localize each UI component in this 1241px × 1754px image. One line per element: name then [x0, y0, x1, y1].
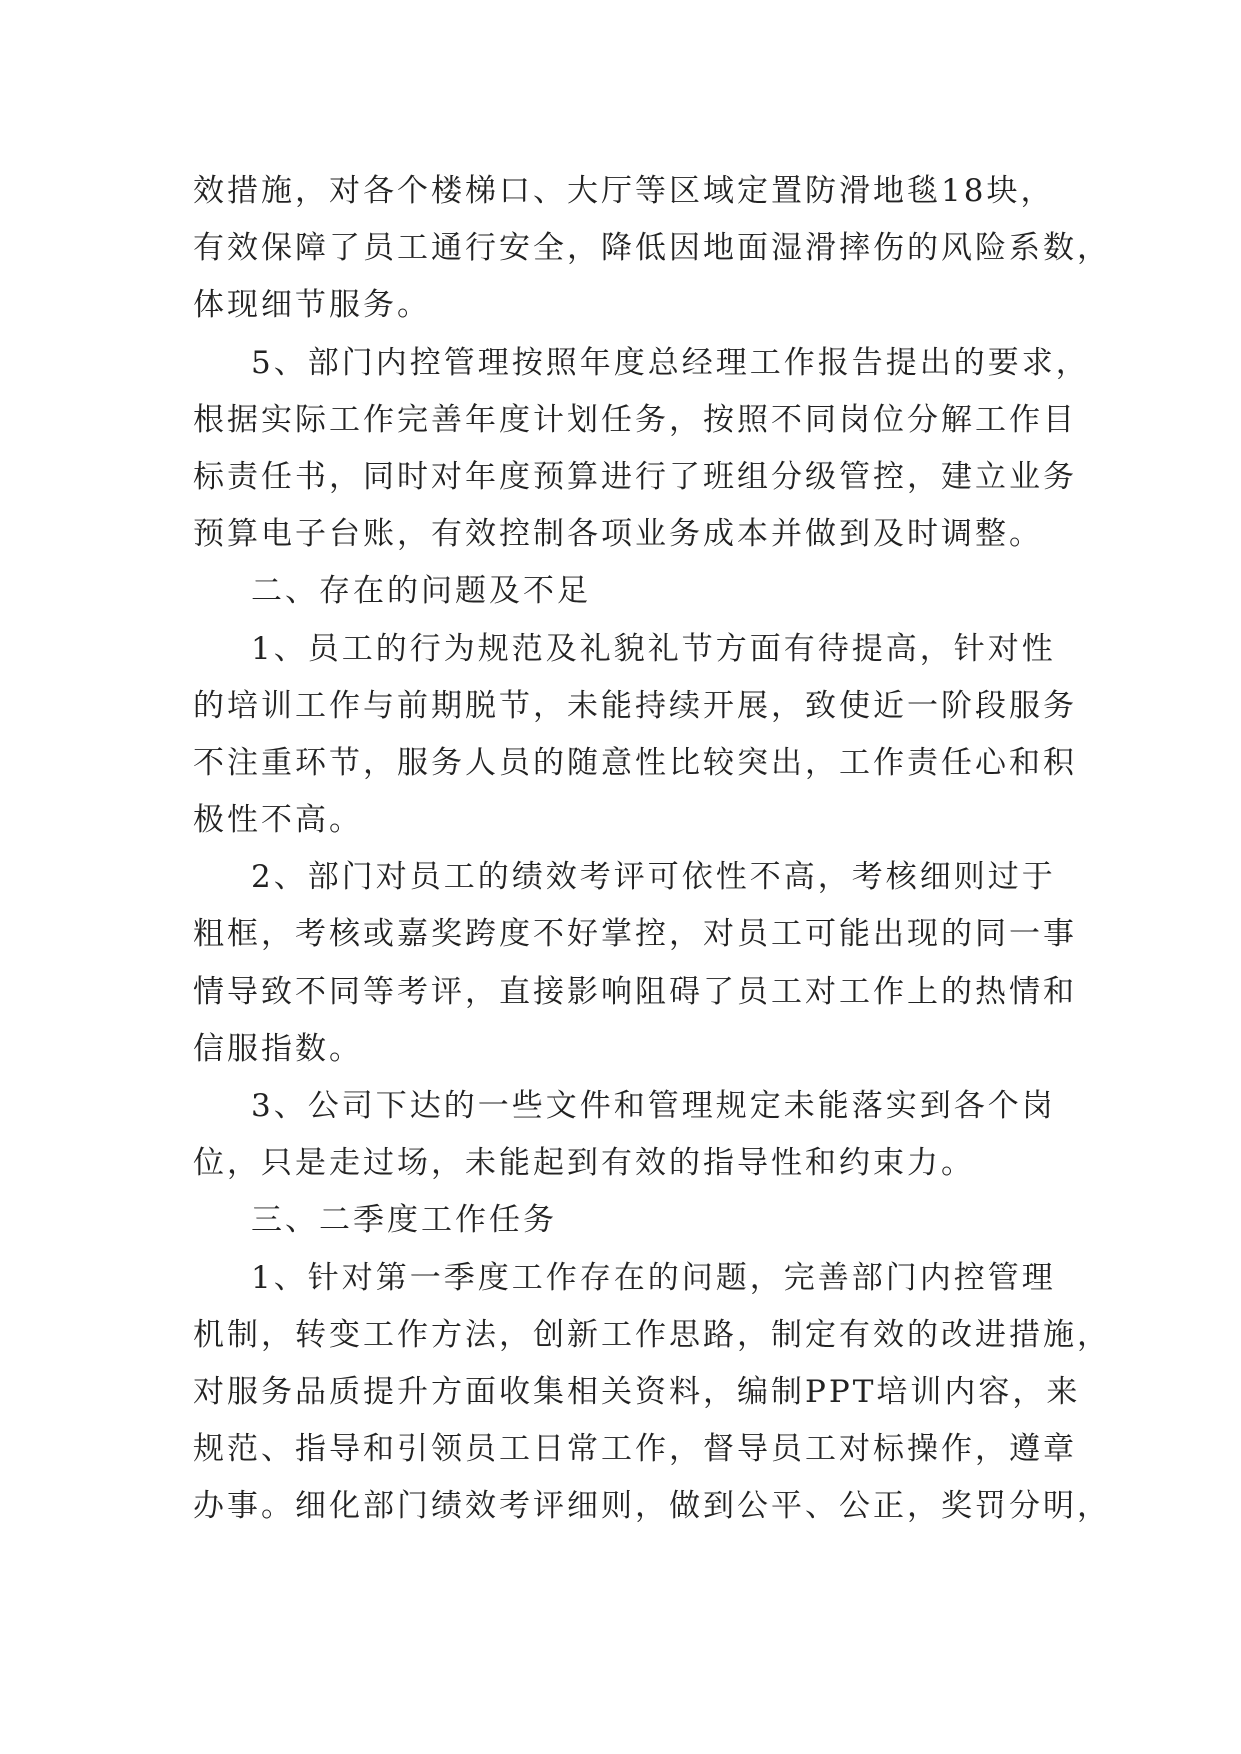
paragraph-line: 规范、指导和引领员工日常工作，督导员工对标操作，遵章 [193, 1431, 1077, 1468]
paragraph-line: 粗框，考核或嘉奖跨度不好掌控，对员工可能出现的同一事 [193, 916, 1077, 953]
paragraph-first-line: 2、部门对员工的绩效考评可依性不高，考核细则过于 [251, 859, 1056, 896]
paragraph-first-line: 二、存在的问题及不足 [251, 573, 591, 610]
paragraph-line: 标责任书，同时对年度预算进行了班组分级管控，建立业务 [193, 458, 1077, 495]
paragraph-line: 对服务品质提升方面收集相关资料，编制PPT培训内容，来 [193, 1373, 1081, 1410]
paragraph-line: 位，只是走过场，未能起到有效的指导性和约束力。 [193, 1145, 975, 1182]
paragraph-line: 根据实际工作完善年度计划任务，按照不同岗位分解工作目 [193, 401, 1077, 438]
paragraph-line: 效措施，对各个楼梯口、大厅等区域定置防滑地毯18块， [193, 173, 1055, 209]
paragraph-line: 预算电子台账，有效控制各项业务成本并做到及时调整。 [193, 516, 1043, 553]
paragraph-line: 情导致不同等考评，直接影响阻碍了员工对工作上的热情和 [193, 973, 1077, 1010]
paragraph-line: 办事。细化部门绩效考评细则，做到公平、公正，奖罚分明， [193, 1488, 1111, 1525]
paragraph-line: 信服指数。 [193, 1030, 363, 1067]
paragraph-line: 的培训工作与前期脱节，未能持续开展，致使近一阶段服务 [193, 687, 1077, 724]
paragraph-first-line: 5、部门内控管理按照年度总经理工作报告提出的要求， [251, 344, 1090, 381]
paragraph-line: 有效保障了员工通行安全，降低因地面湿滑摔伤的风险系数， [193, 230, 1111, 267]
paragraph-line: 极性不高。 [193, 802, 363, 839]
paragraph-first-line: 1、员工的行为规范及礼貌礼节方面有待提高，针对性 [251, 630, 1056, 667]
paragraph-first-line: 3、公司下达的一些文件和管理规定未能落实到各个岗 [251, 1088, 1056, 1124]
paragraph-first-line: 三、二季度工作任务 [251, 1202, 557, 1239]
paragraph-line: 机制，转变工作方法，创新工作思路，制定有效的改进措施， [193, 1316, 1111, 1353]
paragraph-first-line: 1、针对第一季度工作存在的问题，完善部门内控管理 [251, 1259, 1056, 1296]
document-body [193, 163, 1111, 1536]
paragraph-line: 不注重环节，服务人员的随意性比较突出，工作责任心和积 [193, 744, 1077, 781]
paragraph-line: 体现细节服务。 [193, 287, 431, 324]
